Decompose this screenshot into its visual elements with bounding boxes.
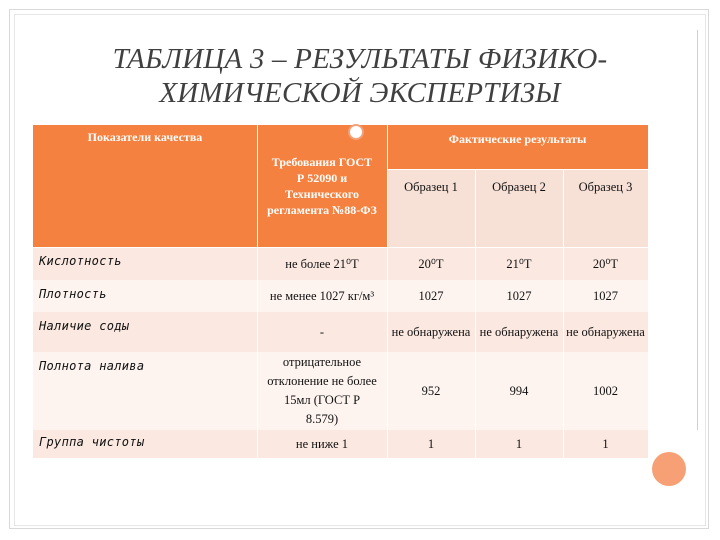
row-purity-sample-2: 1 [475, 430, 563, 458]
row-purity-sample-1: 1 [387, 430, 475, 458]
slide-title: ТАБЛИЦА 3 – РЕЗУЛЬТАТЫ ФИЗИКО-ХИМИЧЕСКОЙ ЭКСПЕРТИЗЫ [112, 43, 608, 109]
row-fill-requirement: отрицательное отклонение не более 15мл (ГОСТ Р 8.579) [257, 352, 387, 430]
decorative-circle [652, 452, 686, 486]
header-sample-3: Образец 3 [563, 169, 648, 247]
row-density-sample-1: 1027 [387, 280, 475, 312]
row-acidity-sample-3: 20⁰Т [563, 247, 648, 280]
header-actual-results: Фактические результаты [387, 125, 648, 169]
grid-line [563, 169, 564, 458]
row-fill-sample-3: 1002 [563, 352, 648, 430]
row-label-acidity: Кислотность [33, 247, 257, 280]
row-purity-requirement: не ниже 1 [257, 430, 387, 458]
row-label-fill: Полнота налива [33, 352, 257, 430]
row-label-density: Плотность [33, 280, 257, 312]
row-acidity-requirement: не более 21⁰Т [257, 247, 387, 280]
grid-line [257, 125, 258, 458]
row-density-sample-2: 1027 [475, 280, 563, 312]
results-table [33, 125, 648, 458]
row-soda-sample-1: не обнаружена [387, 312, 475, 352]
header-quality-indicators: Показатели качества [33, 125, 257, 247]
row-density-sample-3: 1027 [563, 280, 648, 312]
row-density-requirement: не менее 1027 кг/м³ [257, 280, 387, 312]
row-acidity-sample-2: 21⁰Т [475, 247, 563, 280]
row-label-soda: Наличие соды [33, 312, 257, 352]
row-soda-sample-2: не обнаружена [475, 312, 563, 352]
header-sample-2: Образец 2 [475, 169, 563, 247]
grid-line [387, 125, 388, 458]
row-soda-sample-3: не обнаружена [563, 312, 648, 352]
header-sample-1: Образец 1 [387, 169, 475, 247]
grid-line [33, 247, 648, 248]
row-fill-sample-2: 994 [475, 352, 563, 430]
row-fill-sample-1: 952 [387, 352, 475, 430]
decorative-edge-line [697, 30, 698, 430]
row-acidity-sample-1: 20⁰Т [387, 247, 475, 280]
header-requirements: Требования ГОСТ Р 52090 и Технического регламента №88-ФЗ [257, 125, 387, 247]
grid-line [387, 169, 648, 170]
row-label-purity: Группа чистоты [33, 430, 257, 458]
grid-line [475, 169, 476, 458]
decorative-dot [348, 124, 364, 140]
row-purity-sample-3: 1 [563, 430, 648, 458]
row-soda-requirement: - [257, 312, 387, 352]
